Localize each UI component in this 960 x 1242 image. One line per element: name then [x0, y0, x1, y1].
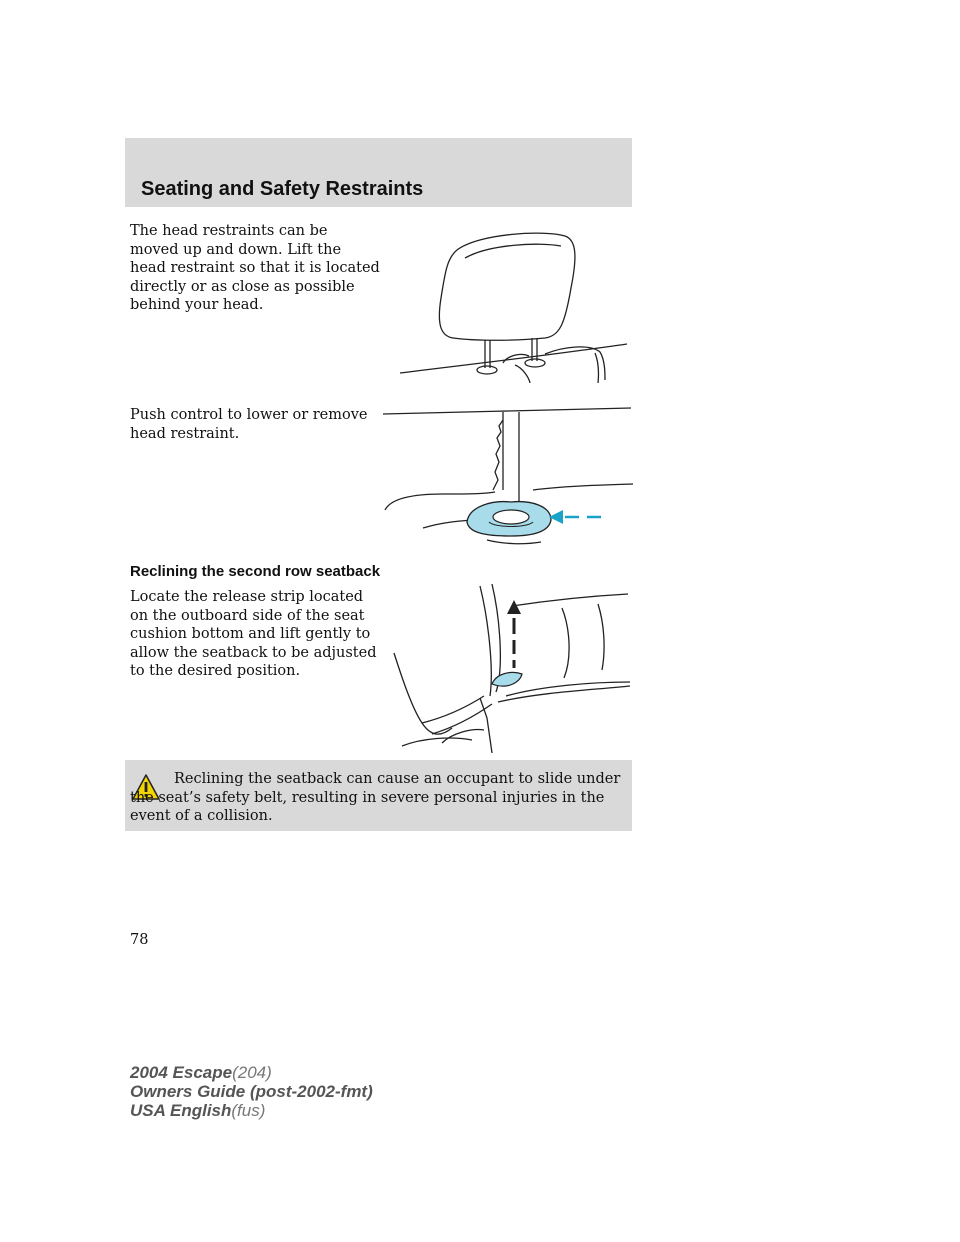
footer-language-code: (fus) [231, 1101, 266, 1120]
footer-language: USA English [130, 1101, 232, 1120]
warning-text: Reclining the seatback can cause an occupant to slide under the seat’s safety belt, resulting in severe personal injuries in the event of a collision. [130, 771, 621, 825]
page-number: 78 [130, 932, 149, 948]
head-restraint-remove-text: Push control to lower or remove head restraint. [130, 407, 368, 442]
seatback-release-illustration [392, 578, 635, 753]
footer [130, 1063, 373, 1120]
head-restraint-illustration [395, 228, 635, 383]
footer-line-1 [130, 1063, 373, 1082]
footer-model: 2004 Escape [130, 1063, 233, 1082]
recline-heading: Reclining the second row seatback [130, 563, 381, 580]
footer-line-2 [130, 1082, 373, 1101]
footer-model-code: (204) [232, 1063, 272, 1082]
footer-line-3 [130, 1101, 373, 1120]
footer-guide: Owners Guide (post-2002-fmt) [130, 1082, 373, 1101]
push-control-illustration [383, 402, 635, 552]
recline-text: Locate the release strip located on the outboard side of the seat cushion bottom and lift gently to allow the seatback to be adjusted to the desired position. [130, 589, 377, 680]
page-title: Seating and Safety Restraints [141, 178, 424, 200]
head-restraint-move-text: The head restraints can be moved up and down. Lift the head restraint so that it is located directly or as close as possible behind your head. [130, 223, 380, 314]
